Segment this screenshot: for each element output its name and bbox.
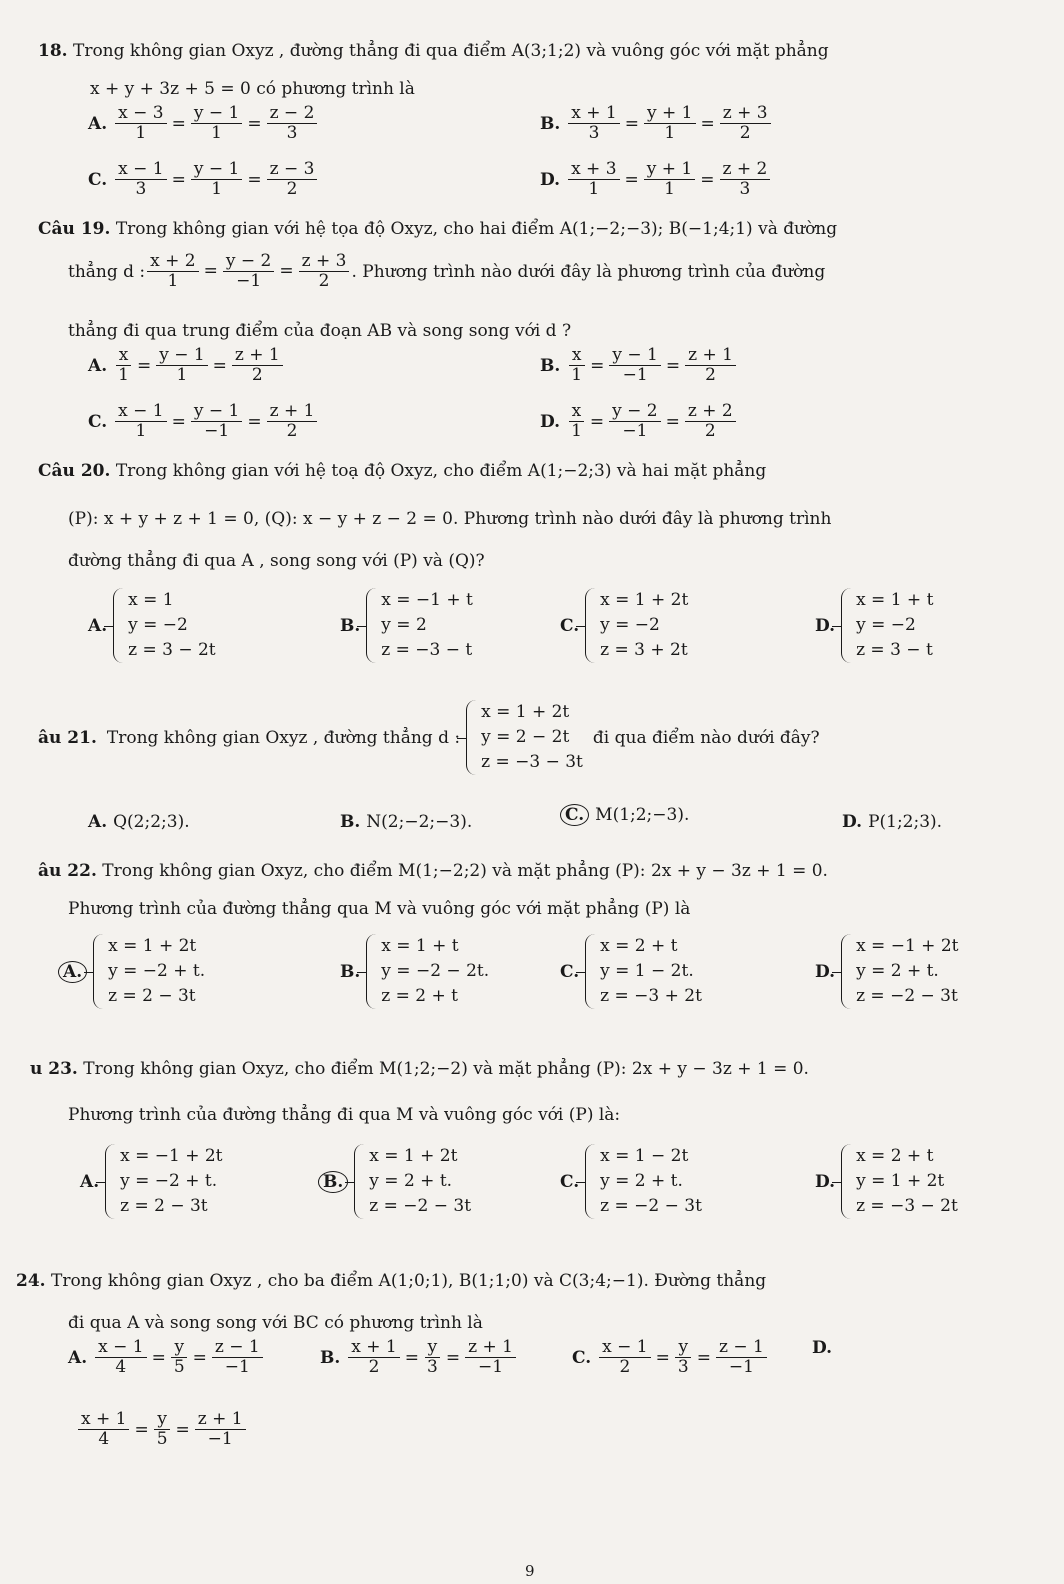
numerator: y	[425, 1338, 441, 1358]
denominator: −1	[207, 1429, 233, 1449]
numerator: y − 2	[223, 252, 274, 272]
equation-row: x = 2 + t	[600, 936, 678, 956]
numerator: x − 1	[115, 160, 166, 180]
equation-row: y = −2 + t.	[108, 961, 206, 981]
fraction	[720, 104, 771, 143]
option-d-equation[interactable]	[76, 1410, 248, 1449]
question-number: Câu 20.	[38, 461, 111, 481]
numerator: x + 1	[78, 1410, 129, 1430]
fraction	[568, 104, 619, 143]
numerator: x	[569, 402, 585, 422]
equation-row: z = −3 + 2t	[600, 986, 702, 1006]
denominator: 5	[173, 1357, 185, 1377]
equation-row: y = 2	[381, 615, 427, 635]
denominator: 2	[704, 421, 716, 441]
brace	[466, 700, 476, 775]
fraction	[568, 346, 585, 385]
numerator: z − 3	[267, 160, 318, 180]
equation-row: z = −2 − 3t	[369, 1196, 472, 1216]
fraction	[232, 346, 283, 385]
brace	[585, 588, 595, 663]
equation-row: x = 1 + 2t	[600, 590, 689, 610]
question-stem: Trong không gian Oxyz , cho ba điểm A(1;0;1), B(1;1;0) và C(3;4;−1). Đường thẳng	[50, 1271, 767, 1291]
equation-row: z = −2 − 3t	[600, 1196, 702, 1216]
question-stem: Trong không gian Oxyz, cho điểm M(1;2;−2) và mặt phẳng (P): 2x + y − 3z + 1 = 0.	[83, 1059, 809, 1079]
question-stem-line: (P): x + y + z + 1 = 0, (Q): x − y + z − 2 = 0. Phương trình nào dưới đây là phương trình	[68, 509, 832, 529]
question-stem: đi qua điểm nào dưới đây?	[592, 727, 820, 748]
question-number: 24.	[16, 1271, 46, 1291]
fraction	[115, 104, 166, 143]
equation-row: z = −3 − 2t	[856, 1196, 958, 1216]
option-b[interactable]	[340, 588, 473, 663]
denominator: 3	[677, 1357, 689, 1377]
option-d[interactable]	[815, 588, 933, 663]
equation-row: z = −3 − 3t	[481, 752, 583, 772]
numerator: z + 1	[195, 1410, 246, 1430]
denominator: −1	[224, 1357, 250, 1377]
equals-sign: =	[247, 113, 262, 134]
question-stem-line: x + y + 3z + 5 = 0 có phương trình là	[90, 79, 415, 99]
numerator: y − 1	[191, 160, 242, 180]
brace	[354, 1144, 364, 1219]
numerator: x − 1	[95, 1338, 146, 1358]
fraction	[154, 1410, 171, 1449]
selected-answer-mark: A.	[58, 961, 87, 983]
option-label: B.	[340, 615, 361, 636]
fraction	[267, 104, 318, 143]
option-label: C.	[560, 615, 580, 636]
option-label: A.	[88, 113, 108, 134]
denominator: 1	[211, 123, 222, 143]
equation-row: z = 3 − 2t	[128, 640, 216, 660]
option-a[interactable]	[68, 1338, 265, 1377]
option-a[interactable]	[88, 346, 285, 385]
question-stem-line	[68, 252, 825, 291]
numerator: z + 1	[465, 1338, 516, 1358]
fraction	[191, 104, 242, 143]
equation-row: y = −2 − 2t.	[381, 961, 490, 981]
equation-system	[585, 588, 688, 663]
option-d[interactable]	[815, 934, 958, 1009]
fraction	[568, 402, 585, 441]
equation-row: x = 1 + t	[856, 590, 934, 610]
option-c[interactable]	[560, 588, 688, 663]
equation-row: x = 1 − 2t	[600, 1146, 689, 1166]
option-label: B.	[540, 355, 561, 376]
fraction	[212, 1338, 263, 1377]
brace	[841, 934, 851, 1009]
equals-sign: =	[655, 1347, 670, 1368]
denominator: 1	[664, 123, 676, 143]
equation-row: x = −1 + 2t	[856, 936, 959, 956]
option-label: B.	[320, 1347, 341, 1368]
question-stem-line: đi qua A và song song với BC có phương trình là	[68, 1313, 483, 1333]
equation-row: y = 2 + t.	[600, 1171, 683, 1191]
numerator: y − 2	[609, 402, 660, 422]
equals-sign: =	[247, 169, 262, 190]
denominator: 2	[286, 421, 298, 441]
equals-sign: =	[171, 411, 186, 432]
fraction	[171, 1338, 188, 1377]
denominator: 1	[664, 179, 675, 199]
equals-sign: =	[665, 411, 680, 432]
brace	[93, 934, 103, 1009]
equation-row: z = 2 + t	[381, 986, 459, 1006]
denominator: 2	[251, 365, 263, 385]
denominator: 3	[427, 1357, 438, 1377]
option-c[interactable]: C. M(1;2;−3).	[560, 804, 689, 826]
equation-row: y = −2	[856, 615, 916, 635]
equation-row: z = −2 − 3t	[856, 986, 958, 1006]
denominator: 3	[588, 123, 600, 143]
equals-sign: =	[171, 113, 186, 134]
option-label: C.	[88, 169, 108, 190]
numerator: z + 1	[685, 346, 736, 366]
fraction	[191, 160, 242, 199]
brace	[113, 588, 123, 663]
equation-system	[841, 934, 958, 1009]
option-label: C.	[88, 411, 108, 432]
numerator: y − 1	[191, 104, 242, 124]
denominator: 2	[619, 1357, 631, 1377]
denominator: −1	[477, 1357, 504, 1377]
fraction	[267, 402, 318, 441]
fraction	[115, 160, 166, 199]
numerator: z + 1	[232, 346, 283, 366]
brace	[105, 1144, 115, 1219]
question-stem: Trong không gian Oxyz , đường thẳng d :	[106, 727, 461, 748]
equation-row: z = 3 − t	[856, 640, 933, 660]
fraction	[568, 160, 619, 199]
denominator: −1	[204, 421, 230, 441]
equation-row: x = −1 + t	[381, 590, 473, 610]
equation-system	[466, 700, 583, 775]
equals-sign: =	[247, 411, 262, 432]
fraction	[299, 252, 350, 291]
numerator: z − 2	[267, 104, 318, 124]
equation-system	[113, 588, 216, 663]
option-d[interactable]: D. P(1;2;3).	[842, 812, 943, 832]
option-c[interactable]	[560, 934, 702, 1009]
fraction	[95, 1338, 146, 1377]
option-d[interactable]	[540, 160, 772, 199]
option-b[interactable]: B. N(2;−2;−3).	[340, 812, 473, 832]
denominator: 2	[705, 365, 716, 385]
numerator: x + 1	[348, 1338, 399, 1358]
equals-sign: =	[700, 169, 715, 190]
denominator: −1	[622, 421, 648, 441]
equation-row: x = 1 + 2t	[369, 1146, 458, 1166]
equation-row: y = 2 + t.	[369, 1171, 453, 1191]
equals-sign: =	[192, 1347, 207, 1368]
equation-system	[585, 1144, 702, 1219]
equals-sign: =	[696, 1347, 711, 1368]
fraction	[191, 402, 242, 441]
numerator: y + 1	[644, 104, 695, 124]
equation-row: x = 1 + 2t	[481, 702, 570, 722]
denominator: 2	[286, 179, 298, 199]
equation-row: y = 1 − 2t.	[600, 961, 694, 981]
numerator: x	[569, 346, 585, 366]
denominator: 3	[135, 179, 147, 199]
numerator: y	[675, 1338, 691, 1358]
option-label: B.	[340, 961, 361, 982]
denominator: 1	[211, 179, 223, 199]
denominator: 1	[571, 421, 582, 441]
fraction	[685, 346, 736, 385]
denominator: −1	[622, 365, 648, 385]
equals-sign: =	[445, 1347, 461, 1368]
selected-answer-mark: C.	[560, 804, 589, 826]
option-a[interactable]: A. Q(2;2;3).	[88, 812, 190, 832]
option-label: A.	[80, 1171, 100, 1192]
question-number: Câu 19.	[38, 219, 111, 239]
equation-row: z = −3 − t	[381, 640, 473, 660]
option-a[interactable]	[58, 934, 205, 1009]
question-stem-line: thẳng đi qua trung điểm của đoạn AB và song song với d ?	[68, 321, 572, 341]
question-number: 18.	[38, 41, 68, 61]
equation-row: x = 1 + t	[381, 936, 459, 956]
numerator: x − 1	[599, 1338, 650, 1358]
fraction	[644, 104, 695, 143]
page-number: 9	[525, 1562, 535, 1580]
fraction	[675, 1338, 692, 1377]
denominator: 1	[588, 179, 600, 199]
fraction	[223, 252, 274, 291]
equals-sign: =	[279, 261, 294, 281]
line-d-equation	[145, 252, 351, 291]
equals-sign: =	[624, 169, 639, 190]
equation-system	[366, 934, 489, 1009]
option-label: B.	[540, 113, 561, 134]
question-stem-line: Phương trình của đường thẳng qua M và vuông góc với mặt phẳng (P) là	[68, 899, 691, 919]
equation-row: y = −2	[600, 615, 660, 635]
fraction	[115, 346, 132, 385]
option-a[interactable]	[88, 104, 319, 143]
numerator: x − 3	[115, 104, 166, 124]
denominator: 4	[98, 1429, 110, 1449]
option-label: D.	[540, 169, 561, 190]
equation-system	[366, 588, 473, 663]
option-label: C.	[560, 1171, 580, 1192]
line-d-system	[466, 700, 583, 775]
question-stem: Trong không gian với hệ toạ độ Oxyz, cho điểm A(1;−2;3) và hai mặt phẳng	[115, 461, 767, 481]
equation-system	[841, 1144, 958, 1219]
fraction	[115, 402, 166, 441]
option-c[interactable]	[88, 160, 319, 199]
equation-system	[105, 1144, 222, 1219]
option-label: A.	[88, 615, 108, 636]
brace	[366, 588, 376, 663]
equation-row: x = −1 + 2t	[120, 1146, 223, 1166]
option-c[interactable]	[560, 1144, 702, 1219]
denominator: 1	[167, 271, 179, 291]
numerator: z − 1	[716, 1338, 767, 1358]
numerator: y + 1	[644, 160, 695, 180]
option-d[interactable]	[815, 1144, 958, 1219]
equation-system	[354, 1144, 471, 1219]
denominator: 1	[176, 365, 188, 385]
equation-row: z = 2 − 3t	[120, 1196, 208, 1216]
numerator: x + 2	[147, 252, 198, 272]
equals-sign: =	[590, 355, 605, 376]
equals-sign: =	[665, 355, 681, 376]
numerator: z + 1	[267, 402, 318, 422]
numerator: y	[171, 1338, 187, 1358]
denominator: −1	[236, 271, 262, 291]
selected-answer-mark: B.	[318, 1171, 348, 1193]
question-number: u 23.	[30, 1059, 78, 1079]
equation-row: y = −2 + t.	[120, 1171, 218, 1191]
equation-row: x = 1	[128, 590, 174, 610]
numerator: y − 1	[191, 402, 242, 422]
question-stem: Trong không gian với hệ tọa độ Oxyz, cho hai điểm A(1;−2;−3); B(−1;4;1) và đường	[115, 219, 838, 239]
option-label: A.	[88, 355, 108, 376]
denominator: 2	[368, 1357, 380, 1377]
option-label: D.	[815, 615, 836, 636]
numerator: x − 1	[115, 402, 166, 422]
denominator: 3	[286, 123, 298, 143]
question-number: âu 22.	[38, 861, 97, 881]
fraction	[78, 1410, 129, 1449]
equation-system	[841, 588, 933, 663]
fraction	[465, 1338, 516, 1377]
question-stem-line: đường thẳng đi qua A , song song với (P) và (Q)?	[68, 551, 485, 571]
equation-row: y = 2 − 2t	[481, 727, 570, 747]
denominator: 1	[118, 365, 129, 385]
numerator: x	[116, 346, 132, 366]
option-label: A.	[68, 1347, 88, 1368]
fraction	[267, 160, 318, 199]
numerator: z − 1	[212, 1338, 263, 1358]
numerator: z + 3	[299, 252, 350, 272]
equation-system	[93, 934, 205, 1009]
fraction	[195, 1410, 246, 1449]
line-d-label: thẳng d :	[68, 261, 146, 282]
fraction	[644, 160, 695, 199]
fraction	[147, 252, 198, 291]
equation-row: y = 2 + t.	[856, 961, 939, 981]
fraction	[424, 1338, 441, 1377]
denominator: 2	[318, 271, 330, 291]
fraction	[685, 402, 736, 441]
equation-row: z = 2 − 3t	[108, 986, 196, 1006]
option-label: D.	[815, 961, 836, 982]
brace	[366, 934, 376, 1009]
equals-sign: =	[171, 169, 186, 190]
fraction	[720, 160, 771, 199]
question-number: âu 21.	[38, 727, 97, 748]
option-c[interactable]	[88, 402, 319, 441]
denominator: −1	[728, 1357, 754, 1377]
option-b[interactable]	[540, 104, 773, 143]
numerator: y − 1	[609, 346, 660, 366]
equals-sign: =	[700, 113, 715, 134]
question-stem: Trong không gian Oxyz , đường thẳng đi qua điểm A(3;1;2) và vuông góc với mặt phẳng	[72, 41, 829, 61]
option-b[interactable]	[318, 1144, 471, 1219]
fraction	[609, 346, 660, 385]
equation-row: x = 1 + 2t	[108, 936, 197, 956]
brace	[841, 588, 851, 663]
numerator: y	[154, 1410, 170, 1430]
equation-row: x = 2 + t	[856, 1146, 934, 1166]
equation-row: z = 3 + 2t	[600, 640, 688, 660]
equals-sign: =	[203, 261, 218, 281]
numerator: x + 3	[568, 160, 619, 180]
option-label: D.	[540, 411, 561, 432]
denominator: 5	[156, 1429, 168, 1449]
option-a[interactable]	[88, 588, 216, 663]
equals-sign: =	[624, 113, 640, 134]
option-label: C.	[572, 1347, 592, 1368]
numerator: x + 1	[568, 104, 619, 124]
fraction	[609, 402, 660, 441]
equation-row: y = −2	[128, 615, 188, 635]
option-b[interactable]	[340, 934, 489, 1009]
denominator: 3	[739, 179, 751, 199]
brace	[841, 1144, 851, 1219]
numerator: z + 2	[720, 160, 771, 180]
option-b[interactable]	[320, 1338, 518, 1377]
option-label: D.	[815, 1171, 836, 1192]
equals-sign: =	[589, 411, 605, 432]
question-stem: . Phương trình nào dưới đây là phương trình của đường	[351, 261, 826, 282]
question-stem-line: Phương trình của đường thẳng đi qua M và vuông góc với (P) là:	[68, 1105, 621, 1125]
option-label: C.	[560, 961, 580, 982]
option-d[interactable]	[540, 402, 738, 441]
equals-sign: =	[134, 1419, 149, 1440]
equals-sign: =	[212, 355, 227, 376]
equals-sign: =	[151, 1347, 166, 1368]
denominator: 1	[135, 123, 147, 143]
fraction	[716, 1338, 767, 1377]
fraction	[156, 346, 207, 385]
equals-sign: =	[404, 1347, 420, 1368]
brace	[585, 1144, 595, 1219]
numerator: z + 2	[685, 402, 736, 422]
option-a[interactable]	[80, 1144, 223, 1219]
fraction	[348, 1338, 399, 1377]
equals-sign: =	[136, 355, 152, 376]
option-b[interactable]	[540, 346, 738, 385]
brace	[585, 934, 595, 1009]
numerator: y − 1	[156, 346, 207, 366]
question-stem: Trong không gian Oxyz, cho điểm M(1;−2;2) và mặt phẳng (P): 2x + y − 3z + 1 = 0.	[102, 861, 828, 881]
equals-sign: =	[175, 1419, 190, 1440]
denominator: 1	[135, 421, 147, 441]
option-d[interactable]: D.	[812, 1338, 833, 1358]
numerator: z + 3	[720, 104, 771, 124]
denominator: 4	[115, 1357, 127, 1377]
equation-row: y = 1 + 2t	[856, 1171, 945, 1191]
equation-system	[585, 934, 702, 1009]
denominator: 1	[571, 365, 583, 385]
option-c[interactable]	[572, 1338, 769, 1377]
fraction	[599, 1338, 650, 1377]
denominator: 2	[739, 123, 751, 143]
